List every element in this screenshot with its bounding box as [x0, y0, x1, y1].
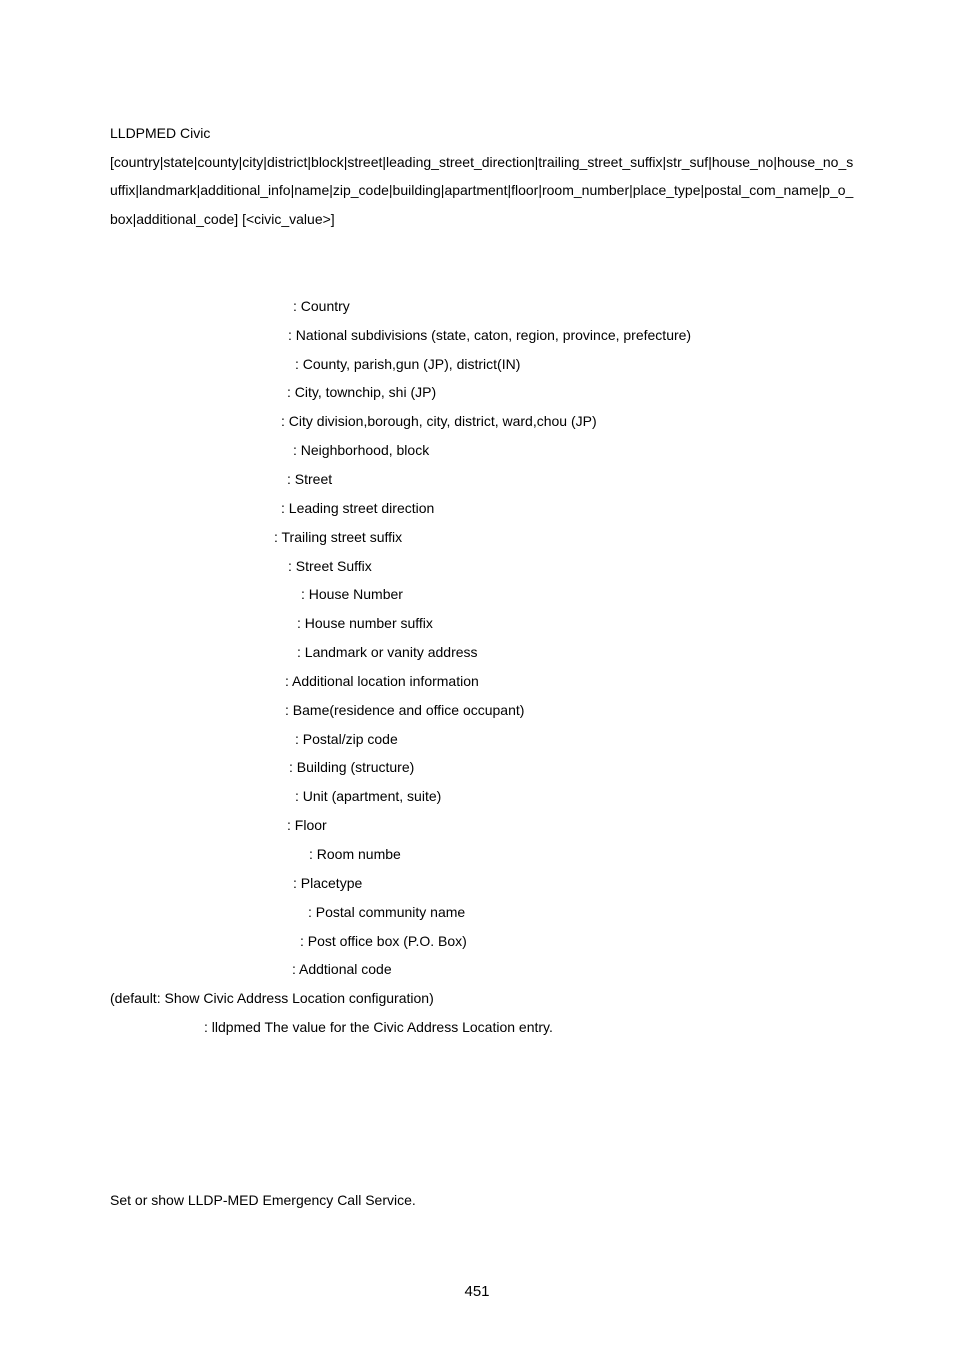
parameter-country: : Country: [293, 298, 350, 314]
parameter-city: : City, townchip, shi (JP): [287, 384, 437, 400]
parameter-name: : Bame(residence and office occupant): [285, 702, 525, 718]
parameter-house-no: : House Number: [301, 586, 403, 602]
syntax-line-2: uffix|landmark|additional_info|name|zip_code|building|apartment|floor|room_number|place_type|postal_com_name|p_o_: [110, 182, 854, 198]
parameter-street: : Street: [287, 471, 333, 487]
parameter-p-o-box: : Post office box (P.O. Box): [300, 933, 467, 949]
section-description: Set or show LLDP-MED Emergency Call Service.: [110, 1192, 416, 1208]
parameter-trailing-street-suffix: : Trailing street suffix: [274, 529, 403, 545]
parameter-str-suf: : Street Suffix: [288, 558, 372, 574]
civic-value-description: : lldpmed The value for the Civic Address Location entry.: [204, 1019, 553, 1035]
syntax-title: LLDPMED Civic: [110, 125, 211, 141]
parameter-postal-com-name: : Postal community name: [308, 904, 466, 920]
parameter-house-no-suffix: : House number suffix: [297, 615, 433, 631]
parameter-building: : Building (structure): [289, 759, 415, 775]
parameter-district: : City division,borough, city, district, ward,chou (JP): [281, 413, 597, 429]
syntax-line-3: box|additional_code] [<civic_value>]: [110, 211, 335, 227]
parameter-additional-code: : Addtional code: [292, 961, 392, 977]
parameter-landmark: : Landmark or vanity address: [297, 644, 478, 660]
parameter-room-number: : Room numbe: [309, 846, 401, 862]
parameter-county: : County, parish,gun (JP), district(IN): [295, 356, 521, 372]
parameter-block: : Neighborhood, block: [293, 442, 430, 458]
syntax-line-1: [country|state|county|city|district|block|street|leading_street_direction|trailing_street_suffix|str_suf|house_no|house_no_s: [110, 154, 854, 170]
parameter-place-type: : Placetype: [293, 875, 363, 891]
parameter-additional-info: : Additional location information: [285, 673, 479, 689]
page-number: 451: [464, 1283, 490, 1300]
parameter-floor: : Floor: [287, 817, 327, 833]
parameter-state: : National subdivisions (state, caton, region, province, prefecture): [288, 327, 692, 343]
parameter-apartment: : Unit (apartment, suite): [295, 788, 442, 804]
parameter-zip-code: : Postal/zip code: [295, 731, 398, 747]
parameter-leading-street-direction: : Leading street direction: [281, 500, 435, 516]
default-note: (default: Show Civic Address Location configuration): [110, 990, 434, 1006]
